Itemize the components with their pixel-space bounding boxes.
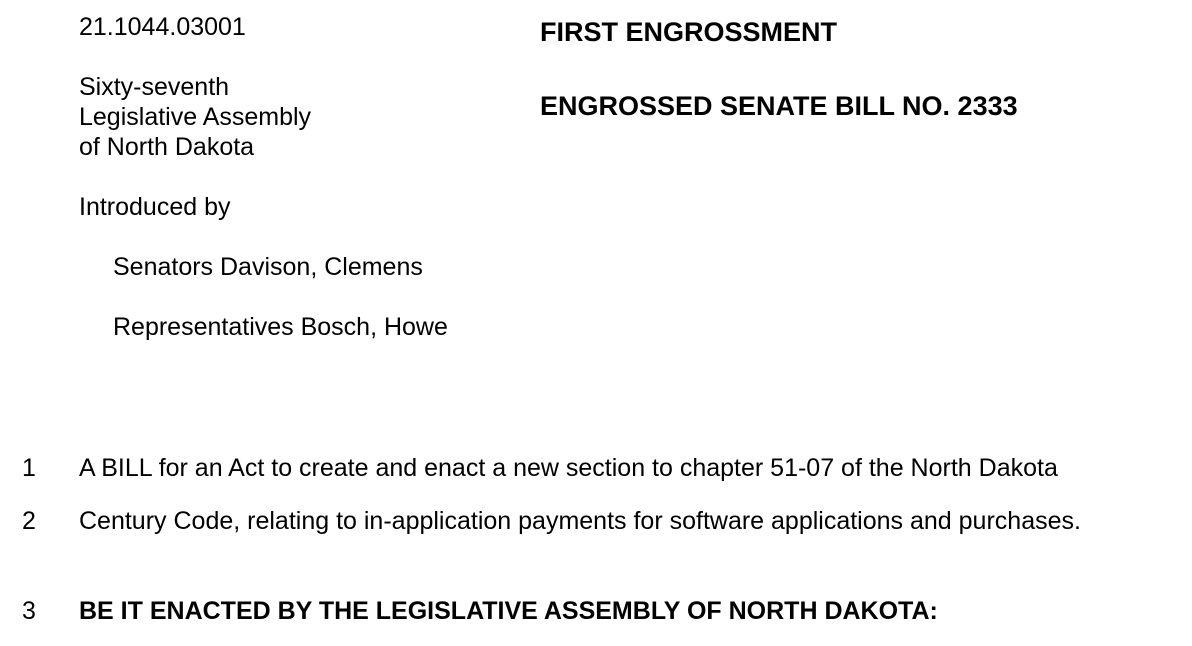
assembly-line-3: of North Dakota (79, 133, 255, 161)
line-number-1: 1 (22, 454, 36, 482)
engrossment-heading: FIRST ENGROSSMENT (540, 17, 838, 47)
line-number-3: 3 (22, 597, 36, 625)
assembly-line-2: Legislative Assembly (79, 103, 312, 131)
representative-sponsors: Representatives Bosch, Howe (113, 313, 448, 341)
bill-line-1: A BILL for an Act to create and enact a new section to chapter 51-07 of the North Dakota (79, 454, 1058, 482)
introduced-by-label: Introduced by (79, 193, 231, 221)
bill-line-2: Century Code, relating to in-application payments for software applications and purchases. (79, 507, 1081, 535)
line-number-2: 2 (22, 507, 36, 535)
senator-sponsors: Senators Davison, Clemens (113, 253, 423, 281)
enacting-clause: BE IT ENACTED BY THE LEGISLATIVE ASSEMBLY OF NORTH DAKOTA: (79, 597, 938, 625)
assembly-line-1: Sixty-seventh (79, 73, 230, 101)
bill-code: 21.1044.03001 (79, 13, 246, 41)
bill-title-heading: ENGROSSED SENATE BILL NO. 2333 (540, 91, 1018, 121)
